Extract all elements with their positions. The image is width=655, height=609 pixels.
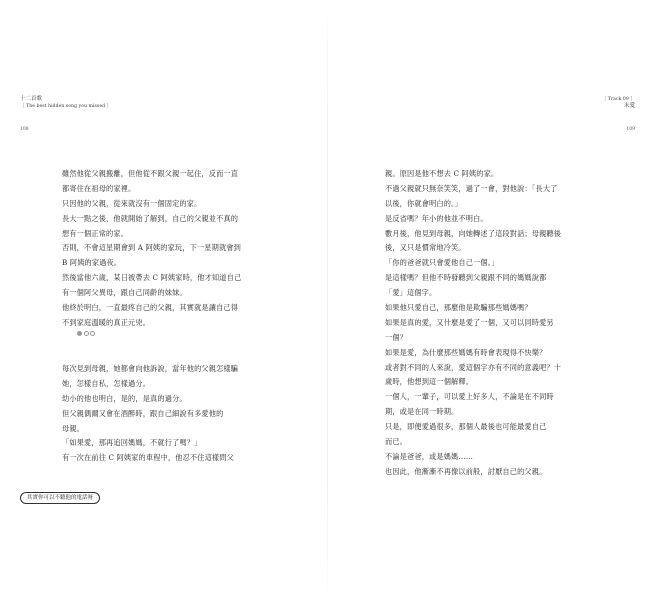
text-line: 如果他只愛自己，那麼他是欺騙那些媽媽嗎？	[385, 303, 532, 313]
text-line: 親。原因是他不想去 C 阿姨的家。	[385, 169, 499, 178]
text-line: 一個人，一輩子，可以愛上好多人，不論是在不同時	[385, 392, 554, 402]
text-line: 每次見到母親，她都會向他訴說，當年他的父親怎樣騙	[62, 364, 239, 373]
text-line: 不到家庭溫暖的真正元兇。	[62, 317, 151, 327]
text-line: 是反省嗎？年小的他並不明白。	[385, 213, 488, 223]
text-line: 都寄住在祖母的家裡。	[62, 183, 136, 193]
left-running-head-title: 十二首歌	[20, 96, 43, 102]
text-line: 「你的爸爸就只會愛他自己一個。」	[385, 258, 499, 268]
text-line: 不論是爸爸，或是媽媽……	[385, 451, 474, 461]
text-line: 幼小的他也明白，是的，是真的過分。	[62, 393, 187, 403]
left-running-head	[20, 96, 111, 110]
right-page-number: 109	[626, 127, 635, 132]
left-page	[0, 0, 327, 609]
left-section-b	[62, 362, 238, 466]
text-line: 而已。	[385, 437, 408, 447]
right-running-head-title: ［ Track 09 ］	[601, 97, 635, 102]
text-line: 只是，即便愛過很多，那個人最後也可能最愛自己	[385, 422, 547, 432]
left-section-a	[62, 167, 241, 331]
text-line: 數月後，他見到母親，向她轉述了這段對話；母親聽後	[385, 228, 562, 238]
text-line: 以後，你就會明白的。」	[385, 198, 463, 208]
text-line: B 阿姨的家過夜。	[62, 258, 122, 268]
right-running-head	[602, 96, 635, 110]
filled-dot-icon	[77, 331, 82, 336]
text-line: 否則，不會這星期會到 A 阿姨的家玩，下一星期就會到	[62, 243, 241, 253]
text-line: 或者對不同的人來說，愛這個字亦有不同的意義吧？十	[385, 362, 562, 372]
text-line: 只因他的父親，從來就沒有一個固定的家。	[62, 198, 202, 208]
left-running-head-subtitle: ［ The best hidden song you missed ］	[20, 104, 112, 109]
text-line: 想有一個正常的家。	[62, 228, 129, 238]
text-line: 後，又只是慣常地冷笑。	[385, 243, 466, 253]
text-line: 是這樣嗎？但他不時發聽到父親跟不同的媽媽說都	[385, 273, 547, 283]
text-line: 也因此，他漸漸不再像以前般，討厭自己的父親。	[385, 466, 547, 476]
right-running-head-subtitle: 未愛	[623, 103, 635, 109]
text-line: 有一個阿父異母，跟自己同齡的妹妹。	[62, 288, 187, 298]
text-line: 母親。	[62, 423, 85, 433]
empty-dot-icon	[84, 331, 89, 336]
text-line: 然後當他六歲，某日被帶去 C 阿姨家時，他才知道自己	[62, 273, 242, 283]
text-line: 如果是真的愛，又什麼是愛了一個，又可以同時愛另	[385, 317, 554, 327]
text-line: 長大一點之後，他就開始了解到，自己的父親並不真的	[62, 213, 239, 223]
left-page-number: 108	[20, 127, 29, 132]
text-line: 歲時，他想到這一個解釋。	[385, 377, 474, 387]
text-line: 但父親偶爾又會在酒醉時，跟自己細說有多愛他的	[62, 408, 224, 418]
text-line: 她，怎樣自私，怎樣過分。	[62, 378, 151, 388]
right-page	[328, 0, 655, 609]
text-line: 如果是愛，為什麼那些媽媽有時會表現得不快樂？	[385, 347, 547, 357]
text-line: 不過父親就只無奈笑笑，過了一會，對他說：「長大了	[385, 183, 558, 193]
text-line: 「如果愛，那再追回媽媽，不就行了嗎？」	[62, 438, 202, 448]
empty-dot-icon	[90, 331, 95, 336]
text-line: 期，或是在同一時期。	[385, 407, 459, 417]
text-line: 一個？	[385, 332, 408, 342]
section-divider-dots	[77, 331, 95, 336]
right-text	[385, 167, 561, 480]
text-line: 雖然他從父親搬離，但他從不跟父親一起住，反而一直	[62, 169, 239, 178]
text-line: 他終於明白，一直最疼自己的父親，其實就是讓自己得	[62, 303, 239, 313]
text-line: 「愛」這個字。	[385, 288, 437, 298]
book-tag: 其實你可以不聽他的電話呀	[20, 492, 100, 504]
text-line: 有一次在前往 C 阿姨家的車程中，他忍不住這樣問父	[62, 453, 234, 463]
